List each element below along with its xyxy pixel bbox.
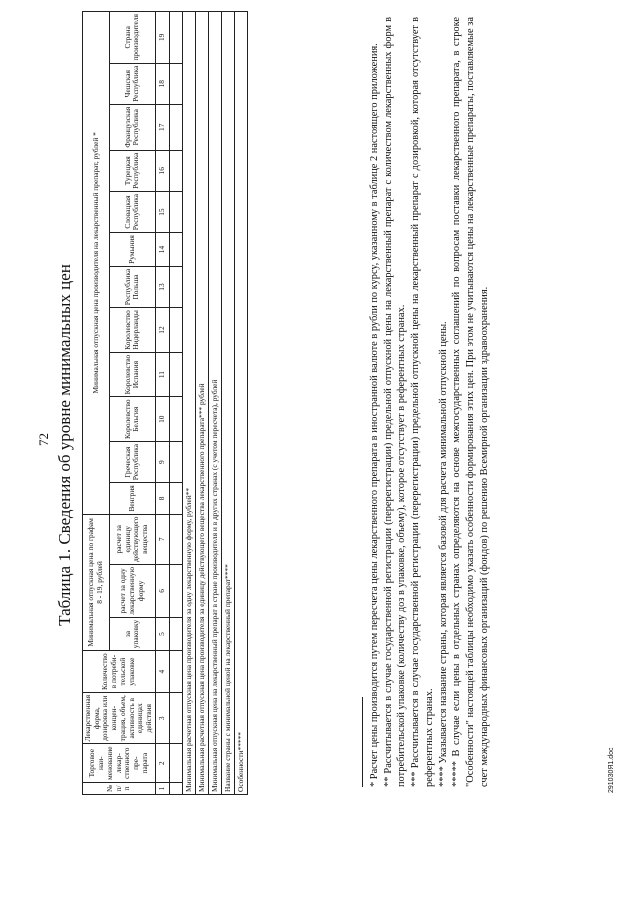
table-header-row-1 [83, 12, 110, 795]
header-trade-name: Торговое наи-менование лекар-ственного пре-парата [83, 744, 156, 782]
column-number: 17 [155, 104, 169, 150]
header-per-substance: расчет за единицу действующего вещества [110, 514, 156, 564]
table-cell [169, 266, 182, 307]
column-number: 11 [155, 352, 169, 397]
header-country: Словацкая Республика [110, 191, 156, 232]
header-country: Королевство Испания [110, 352, 156, 397]
table-cell [169, 744, 182, 782]
summary-row-label: Особенности***** [234, 12, 247, 795]
table-cell [169, 617, 182, 651]
header-form: Лекарственная форма, дозировка или концен-трация, объем, активность в единицах действия [83, 692, 156, 744]
header-country: Румыния [110, 233, 156, 267]
table-cell [169, 651, 182, 693]
table-cell [169, 565, 182, 618]
table-cell [169, 150, 182, 191]
summary-row-label: Название страны с минимальной ценой на лекарственный препарат**** [221, 12, 234, 795]
table-cell [169, 233, 182, 267]
summary-row [182, 12, 195, 795]
header-number: № п/п [83, 782, 156, 794]
footnote: ***** В случае если цены в отдельных странах определяются на основе межгосударственных соглашений по вопросам поставки лекарственного препарата, в строке "Особенности" настоящей таблицы необходимо указать особенности формирования этих цен. При этом не учитываются цены на лекарственные препараты, поставляемые за счет международных финансовых организаций (фондов) по решению Всемирной организации здравоохранения. [451, 17, 490, 787]
table-data-row [169, 12, 182, 795]
footnotes [368, 17, 492, 787]
table-cell [169, 483, 182, 514]
column-number: 8 [155, 483, 169, 514]
footnote: *** Рассчитывается в случае государственной регистрации (перерегистрации) предельной отпускной цены на лекарственный препарат с дозировкой, которая отсутствует в референтных странах. [410, 17, 435, 787]
table-cell [169, 514, 182, 564]
header-country: Чешская Республика [110, 63, 156, 104]
column-number: 1 [155, 782, 169, 794]
column-number: 14 [155, 233, 169, 267]
min-price-table [82, 11, 248, 795]
summary-row-label: Минимальная расчетная отпускная цена производителя за единицу действующего вещества лекарственного препарата*** рублей [195, 12, 208, 795]
header-country: Греческая Республика [110, 442, 156, 483]
header-countries-group: Минимальная отпускная цена производителя на лекарственный препарат, рублей * [83, 12, 110, 514]
column-number: 12 [155, 308, 169, 353]
column-number: 15 [155, 191, 169, 232]
footnote: ** Рассчитывается в случае государственной регистрации (перерегистрации) предельной отпускной цены на лекарственный препарат с количеством лекарственных форм в потребительской упаковке (количеству доз в упаковке, объему), которое отсутствует в референтных странах. [382, 17, 408, 787]
summary-row [221, 12, 234, 795]
summary-row-label: Минимальная отпускная цена на лекарственный препарат в стране производителя и в других странах (с учетом пересчета), рублей [208, 12, 221, 795]
column-number: 4 [155, 651, 169, 693]
table-cell [169, 352, 182, 397]
table-cell [169, 191, 182, 232]
column-numbers-row [155, 12, 169, 795]
header-per-pack: за упаковку [110, 617, 156, 651]
document-id: 291030Я1.doc [608, 747, 615, 793]
header-quantity: Количество в потреби-тельской упаковке [83, 651, 156, 693]
footnote-separator [362, 697, 363, 787]
table-cell [169, 442, 182, 483]
header-min-price-group: Минимальная отпускная цена по графам 8 - 19, рублей [83, 514, 110, 651]
summary-row-label: Минимальная расчетная отпускная цена производителя за одну лекарственную форму, рублей** [182, 12, 195, 795]
header-country: Турецкая Республика [110, 150, 156, 191]
column-number: 7 [155, 514, 169, 564]
table-cell [169, 692, 182, 744]
column-number: 19 [155, 12, 169, 63]
table-cell [169, 63, 182, 104]
summary-row [195, 12, 208, 795]
table-cell [169, 104, 182, 150]
page-number: 72 [36, 433, 51, 446]
column-number: 3 [155, 692, 169, 744]
table-cell [169, 397, 182, 442]
column-number: 2 [155, 744, 169, 782]
header-per-form: расчет за одну лекарственную форму [110, 565, 156, 618]
header-country: Венгрия [110, 483, 156, 514]
summary-row [208, 12, 221, 795]
column-number: 18 [155, 63, 169, 104]
table-cell [169, 782, 182, 794]
header-country: Французская Республика [110, 104, 156, 150]
column-number: 16 [155, 150, 169, 191]
header-country: Королевство Бельгия [110, 397, 156, 442]
column-number: 9 [155, 442, 169, 483]
column-number: 5 [155, 617, 169, 651]
summary-row [234, 12, 247, 795]
header-country: Королевство Нидерланды [110, 308, 156, 353]
table-cell [169, 308, 182, 353]
header-country: Страна производителя [110, 12, 156, 63]
table-cell [169, 12, 182, 63]
header-country: Республика Польша [110, 266, 156, 307]
column-number: 6 [155, 565, 169, 618]
column-number: 13 [155, 266, 169, 307]
footnote: * Расчет цены производится путем пересчета цены лекарственного препарата в иностранной валюте в рубли по курсу, указанному в таблице 2 настоящего приложения. [369, 43, 380, 787]
footnote: **** Указывается название страны, которая является базовой для расчета минимальной отпускной цены. [437, 321, 449, 787]
table-title: Таблица 1. Сведения об уровне минимальных цен [55, 264, 74, 626]
column-number: 10 [155, 397, 169, 442]
